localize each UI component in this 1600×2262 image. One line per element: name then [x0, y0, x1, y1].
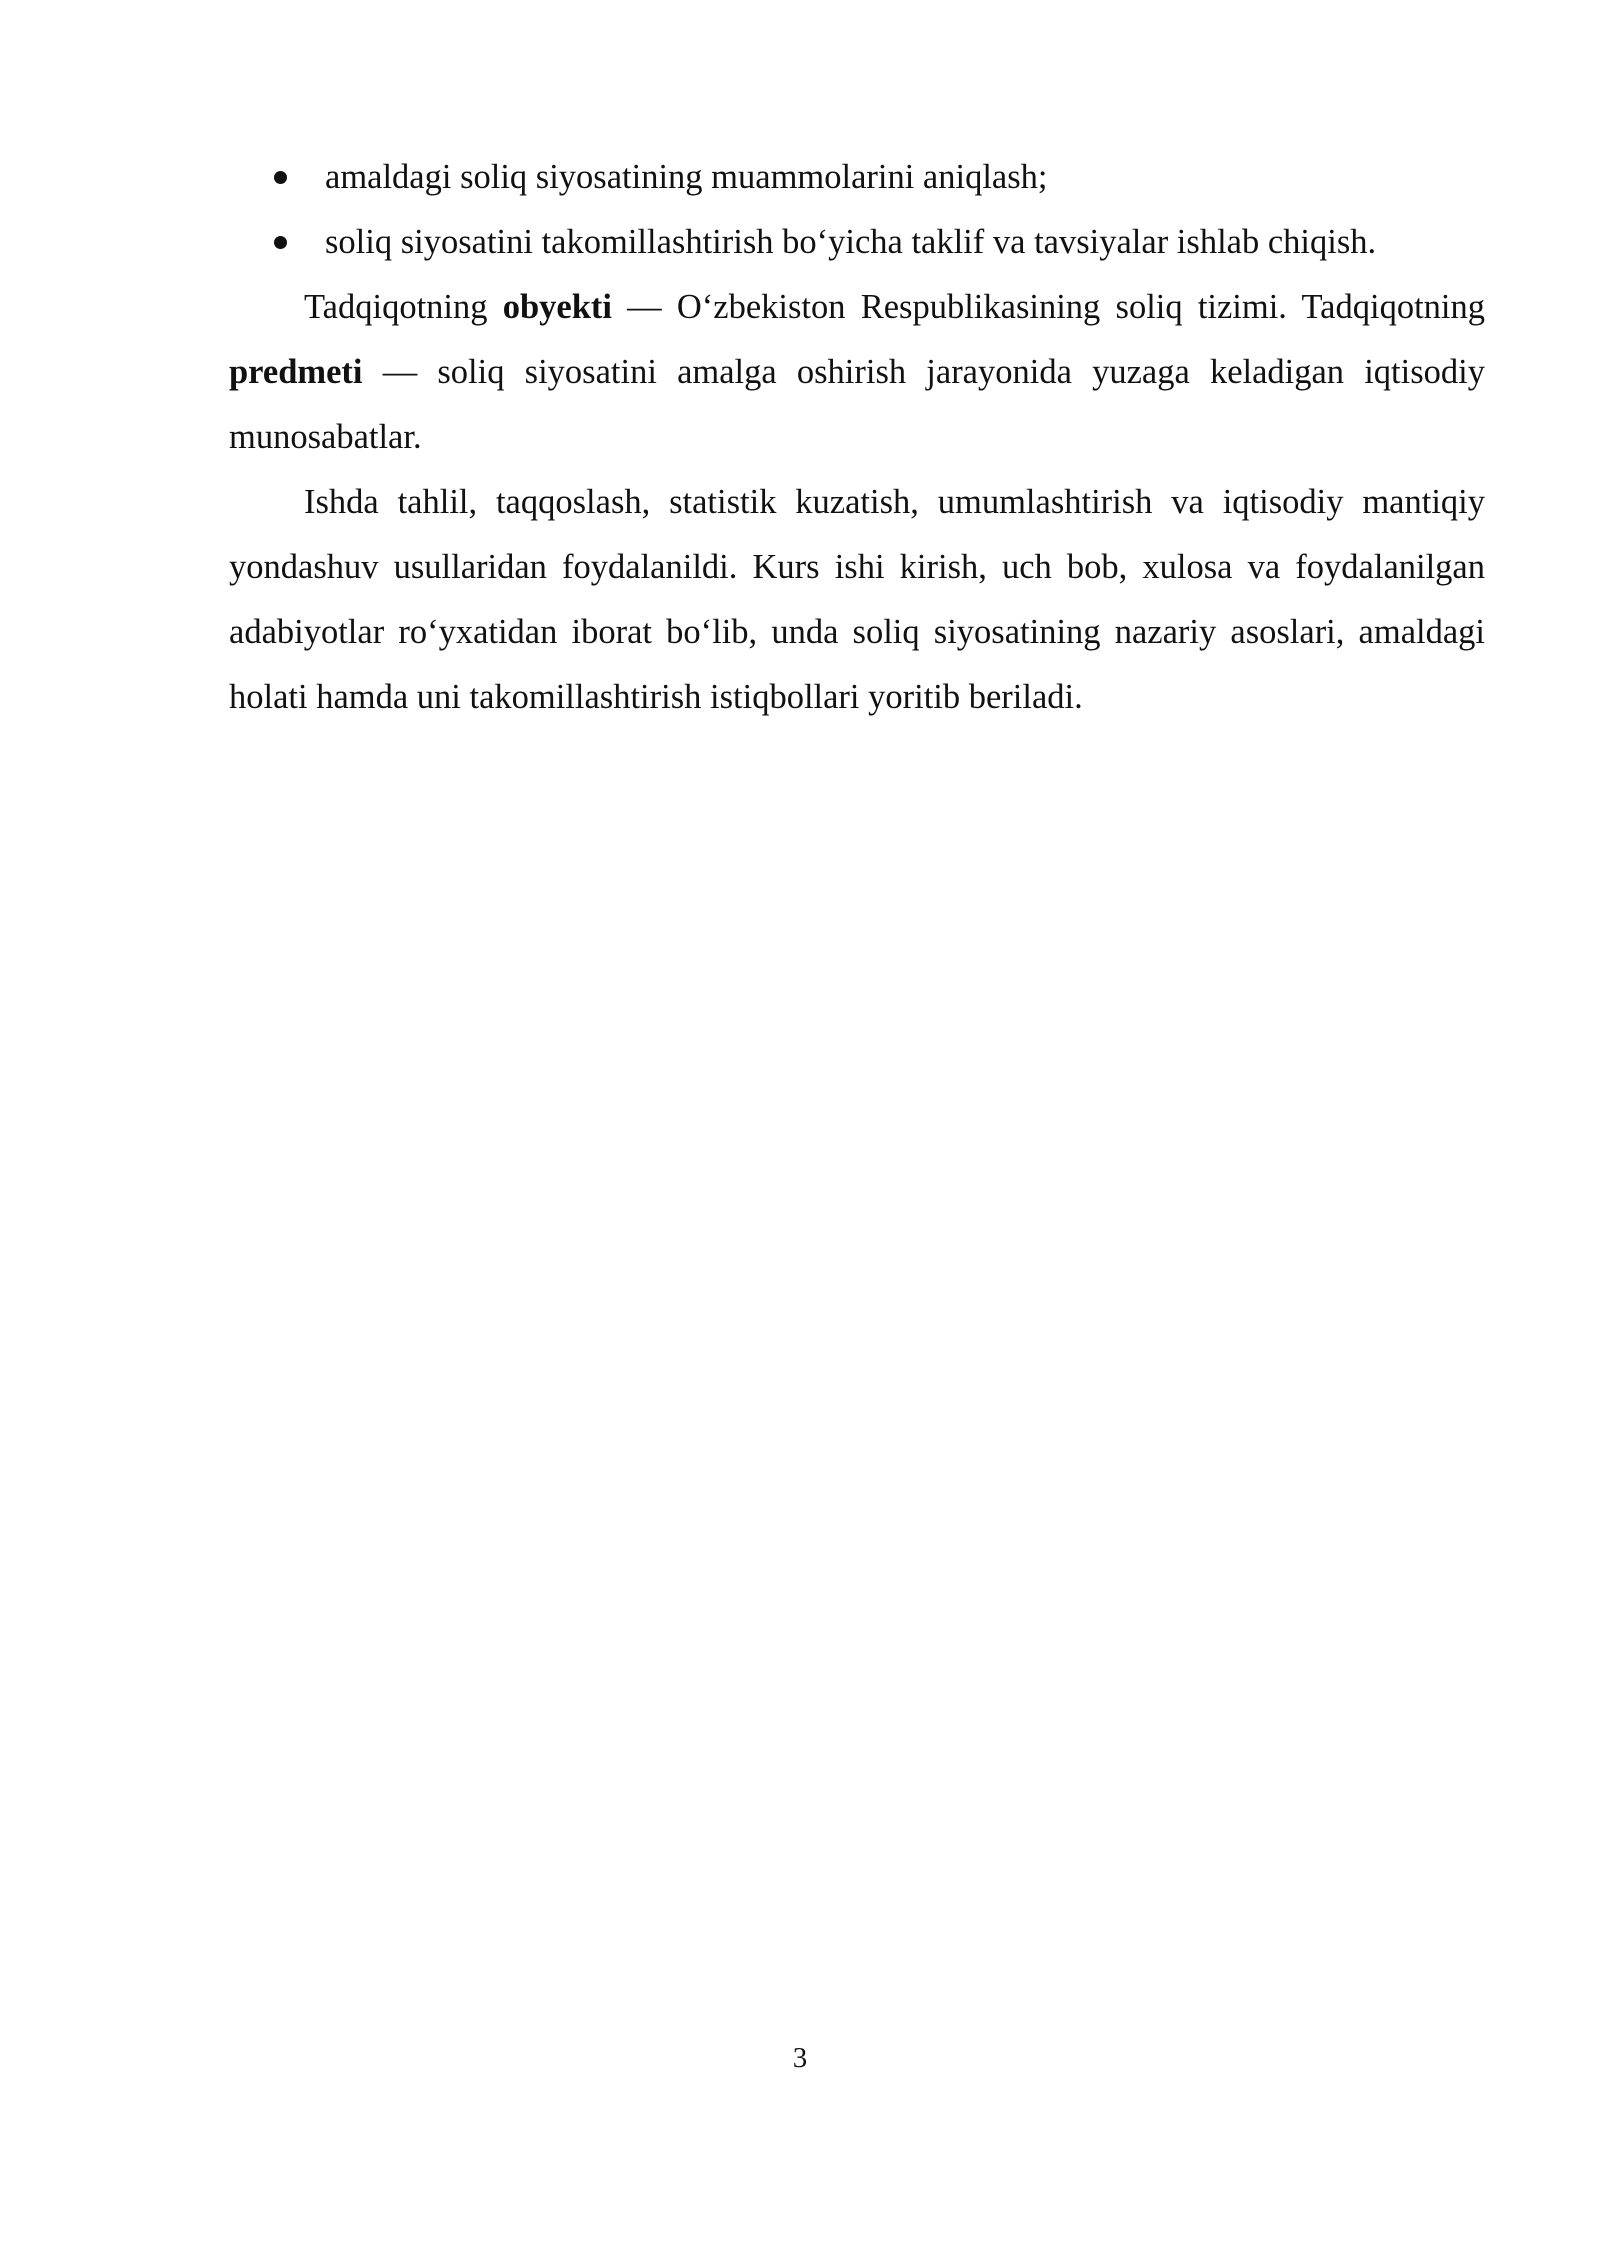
list-item: [229, 210, 1485, 275]
paragraph-text: — O‘zbekiston Respublikasining soliq tizimi. Tadqiqotning: [611, 288, 1486, 326]
list-item-text: soliq siyosatini takomillashtirish bo‘yicha taklif va tavsiyalar ishlab chiqish.: [325, 223, 1377, 261]
task-list: [229, 145, 1485, 275]
page-number: 3: [792, 2042, 808, 2074]
page-content: [229, 145, 1485, 730]
paragraph-text: — soliq siyosatini amalga oshirish jarayonida yuzaga keladigan iqtisodiy munosabatlar.: [229, 353, 1485, 456]
bullet-icon: [274, 171, 287, 184]
methods-paragraph: Ishda tahlil, taqqoslash, statistik kuzatish, umumlashtirish va iqtisodiy mantiqiy yondashuv usullaridan foydalanildi. Kurs ishi kirish, uch bob, xulosa va foydalanilgan adabiyotlar ro‘yxatidan iborat bo‘lib, unda soliq siyosatining nazariy asoslari, amaldagi holati hamda uni takomillashtirish istiqbollari yoritib beriladi.: [229, 483, 1485, 716]
research-object-paragraph: [229, 275, 1485, 470]
list-item-text: amaldagi soliq siyosatining muammolarini aniqlash;: [325, 158, 1048, 196]
term-object: obyekti: [502, 288, 612, 326]
bullet-icon: [274, 236, 287, 249]
term-subject: predmeti: [229, 353, 363, 391]
paragraph-text: Tadqiqotning: [304, 288, 503, 326]
list-item: [229, 145, 1485, 210]
